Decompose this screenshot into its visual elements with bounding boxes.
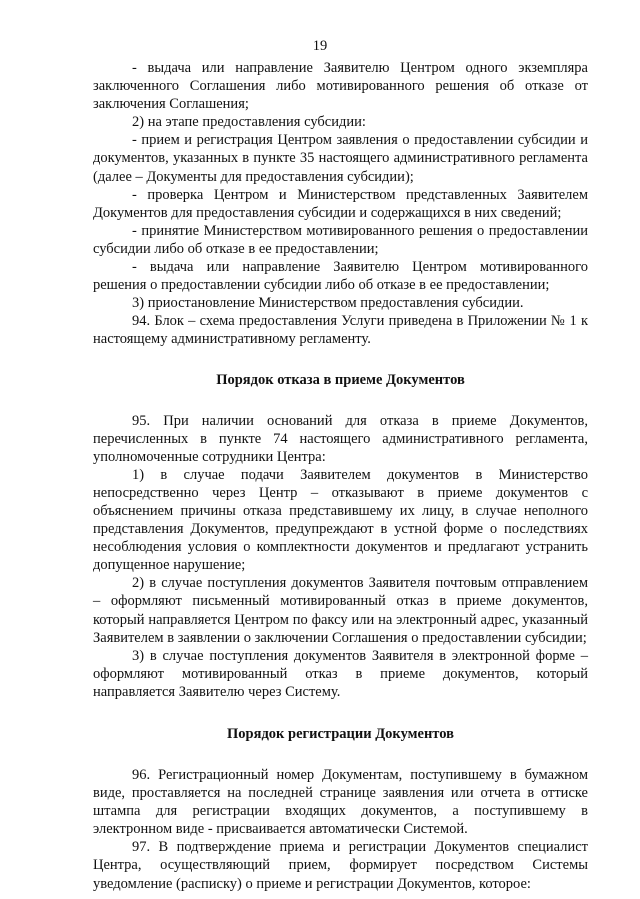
paragraph-suspension: 3) приостановление Министерством предоставления субсидии. [132, 295, 524, 312]
paragraph-95-item-1: 1) в случае подачи Заявителем документов в Министерство непосредственно через Центр – отказывают в приеме документов с объяснением причины отказа представившему их лицу, в случае неполного представления Документов, предупреждают в устной форме о последствиях несоблюдения условия о комплектности документов и предлагают устранить допущенное нарушение; [93, 466, 588, 574]
paragraph-94-flowchart: 94. Блок – схема предоставления Услуги приведена в Приложении № 1 к настоящему административному регламенту. [93, 313, 588, 348]
paragraph-verification: - проверка Центром и Министерством представленных Заявителем Документов для предоставления субсидии и содержащихся в них сведений; [93, 186, 588, 221]
paragraph-issue-decision: - выдача или направление Заявителю Центром мотивированного решения о предоставлении субсидии либо об отказе в ее предоставлении; [93, 259, 588, 294]
paragraph-97: 97. В подтверждение приема и регистрации Документов специалист Центра, осуществляющий прием, формирует посредством Системы уведомление (расписку) о приеме и регистрации Документов, которое: [93, 839, 588, 892]
paragraph-96: 96. Регистрационный номер Документам, поступившему в бумажном виде, проставляется на последней странице заявления или отчета в оттиске штампа для регистрации входящих документов, а поступившему в электронном виде - присваивается автоматически Системой. [93, 767, 588, 838]
paragraph-receipt-registration: - прием и регистрация Центром заявления о предоставлении субсидии и документов, указанных в пункте 35 настоящего административного регламента (далее – Документы для предоставления субсидии); [93, 132, 588, 185]
paragraph-issue-agreement: - выдача или направление Заявителю Центром одного экземпляра заключенного Соглашения либо мотивированного решения об отказе от заключения Соглашения; [93, 60, 588, 113]
paragraph-95-item-3: 3) в случае поступления документов Заявителя в электронной форме – оформляют мотивированный отказ в приеме документов, который направляется Заявителю через Систему. [93, 647, 588, 700]
section-heading-registration: Порядок регистрации Документов [227, 726, 454, 742]
page-number: 19 [312, 38, 328, 54]
section-heading-refusal: Порядок отказа в приеме Документов [216, 371, 465, 388]
document-body [93, 59, 588, 893]
paragraph-decision: - принятие Министерством мотивированного решения о предоставлении субсидии либо об отказе в ее предоставлении; [93, 222, 588, 257]
paragraph-95-item-2: 2) в случае поступления документов Заявителя почтовым отправлением – оформляют письменный мотивированный отказ в приеме документов, который направляется Центром по факсу или на электронный адрес, указанный Заявителем в заявлении о заключении Соглашения о предоставлении субсидии; [93, 575, 588, 646]
paragraph-95: 95. При наличии оснований для отказа в приеме Документов, перечисленных в пункте 74 настоящего административного регламента, уполномоченные сотрудники Центра: [93, 412, 588, 465]
paragraph-subsidy-stage: 2) на этапе предоставления субсидии: [132, 114, 366, 131]
